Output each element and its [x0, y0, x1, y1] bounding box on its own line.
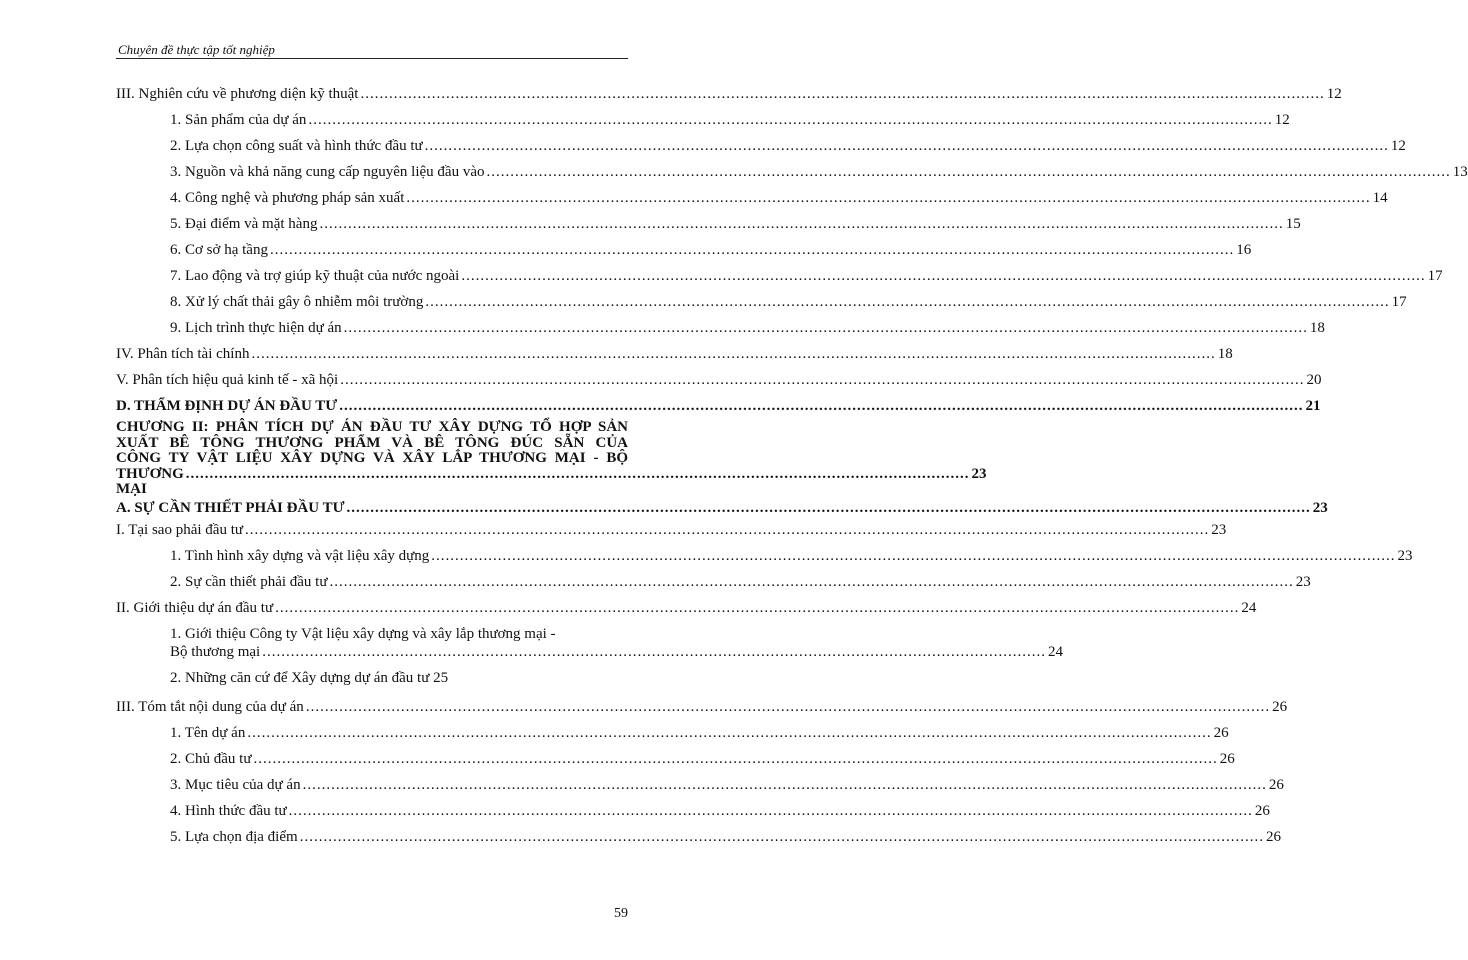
- toc-label: Bộ thương mại: [170, 644, 261, 660]
- toc-label: 9. Lịch trình thực hiện dự án: [170, 320, 342, 336]
- toc-label: 2. Chủ đầu tư: [170, 751, 252, 767]
- toc-label: 6. Cơ sở hạ tầng: [170, 242, 268, 258]
- dot-leader: [300, 828, 1264, 846]
- toc-page: 17: [1391, 294, 1407, 310]
- toc-label: 4. Hình thức đầu tư: [170, 803, 287, 819]
- toc-entry[interactable]: [170, 573, 1311, 591]
- toc-entry[interactable]: [170, 267, 1443, 285]
- toc-label: I. Tại sao phải đầu tư: [116, 522, 243, 538]
- dot-leader: [270, 241, 1234, 259]
- dot-leader: [247, 724, 1211, 742]
- toc-entry[interactable]: [170, 163, 1468, 181]
- dot-leader: [308, 111, 1272, 129]
- toc-label: 1. Tên dự án: [170, 725, 246, 741]
- chapter-line: CÔNG TY VẬT LIỆU XÂY DỰNG VÀ XÂY LẮP THƯƠNG MẠI - BỘ: [116, 450, 628, 466]
- toc-page: 24: [1241, 600, 1257, 616]
- toc-page: 18: [1217, 346, 1233, 362]
- toc-entry[interactable]: [170, 802, 1270, 820]
- toc-entry[interactable]: [170, 750, 1235, 768]
- toc-entry[interactable]: [116, 371, 1322, 389]
- dot-leader: [306, 698, 1270, 716]
- toc-entry[interactable]: [170, 137, 1406, 155]
- toc-chapter-heading[interactable]: [116, 419, 987, 498]
- toc-label: 4. Công nghệ và phương pháp sản xuất: [170, 190, 405, 206]
- toc-label: IV. Phân tích tài chính: [116, 346, 250, 362]
- toc-page: 23: [1312, 500, 1328, 516]
- toc-entry[interactable]: [116, 698, 1288, 716]
- header-rule: [116, 58, 628, 59]
- toc-label: A. SỰ CẦN THIẾT PHẢI ĐẦU TƯ: [116, 500, 345, 516]
- toc-page: 26: [1219, 751, 1235, 767]
- dot-leader: [461, 267, 1425, 285]
- toc-label: 8. Xử lý chất thải gây ô nhiễm môi trường: [170, 294, 424, 310]
- toc-entry[interactable]: [170, 241, 1252, 259]
- dot-leader: [344, 319, 1308, 337]
- toc-page: 12: [1326, 86, 1342, 102]
- toc-entry[interactable]: [170, 625, 1063, 661]
- toc-entry[interactable]: [170, 724, 1229, 742]
- chapter-line: XUẤT BÊ TÔNG THƯƠNG PHẨM VÀ BÊ TÔNG ĐÚC SẴN CỦA: [116, 434, 628, 451]
- toc-entry[interactable]: [170, 776, 1284, 794]
- running-header: Chuyên đề thực tập tốt nghiệp: [118, 42, 275, 57]
- toc-entry[interactable]: [170, 189, 1388, 207]
- toc-entry[interactable]: [170, 319, 1325, 337]
- toc-label: D. THẨM ĐỊNH DỰ ÁN ĐẦU TƯ: [116, 398, 338, 414]
- toc-entry[interactable]: [170, 111, 1290, 129]
- dot-leader: [329, 573, 1293, 591]
- toc-label: III. Tóm tắt nội dung của dự án: [116, 699, 304, 715]
- toc-page: 21: [1305, 398, 1321, 414]
- dot-leader: [431, 547, 1395, 565]
- toc-label: 1. Sản phẩm của dự án: [170, 112, 307, 128]
- toc-label: II. Giới thiệu dự án đầu tư: [116, 600, 274, 616]
- toc-page: 14: [1372, 190, 1388, 206]
- toc-page: 23: [1295, 574, 1311, 590]
- toc-label: 7. Lao động và trợ giúp kỹ thuật của nước ngoài: [170, 268, 460, 284]
- toc-label: 2. Những căn cứ để Xây dựng dự án đầu tư 25: [170, 670, 449, 686]
- toc-label: 2. Lựa chọn công suất và hình thức đầu tư: [170, 138, 423, 154]
- dot-leader: [340, 371, 1304, 389]
- toc-label: V. Phân tích hiệu quả kinh tế - xã hội: [116, 372, 339, 388]
- toc-page: 26: [1265, 829, 1281, 845]
- toc-page: 26: [1213, 725, 1229, 741]
- toc-entry[interactable]: [170, 293, 1407, 311]
- dot-leader: .....................................................................................................................................................................: [185, 465, 970, 482]
- dot-leader: .....................................................................................................................................................................: [262, 644, 1046, 660]
- dot-leader: [425, 137, 1389, 155]
- dot-leader: [425, 293, 1389, 311]
- toc-page: 17: [1427, 268, 1443, 284]
- toc-entry[interactable]: [116, 599, 1257, 617]
- dot-leader: [487, 163, 1451, 181]
- toc-page: 26: [1272, 699, 1288, 715]
- toc-label: III. Nghiên cứu về phương diện kỹ thuật: [116, 86, 359, 102]
- dot-leader: [360, 85, 1324, 103]
- toc-page: 18: [1309, 320, 1325, 336]
- dot-leader: [275, 599, 1239, 617]
- toc-entry[interactable]: [170, 669, 448, 687]
- toc-page: 13: [1452, 164, 1468, 180]
- toc-entry[interactable]: [170, 828, 1281, 846]
- toc-label: 5. Lựa chọn địa điểm: [170, 829, 298, 845]
- toc-label: 1. Giới thiệu Công ty Vật liệu xây dựng và xây lắp thương mại -: [170, 626, 556, 642]
- toc-label: 2. Sự cần thiết phải đầu tư: [170, 574, 328, 590]
- page-number: 59: [614, 906, 628, 921]
- dot-leader: [347, 499, 1311, 517]
- toc-page: 15: [1285, 216, 1301, 232]
- toc-page: 16: [1236, 242, 1252, 258]
- toc-entry[interactable]: [116, 85, 1342, 103]
- toc-section-heading[interactable]: [116, 499, 1328, 517]
- toc-page: 23: [971, 465, 987, 482]
- toc-page: 24: [1047, 644, 1063, 660]
- toc-page: 12: [1274, 112, 1290, 128]
- dot-leader: [303, 776, 1267, 794]
- dot-leader: [319, 215, 1283, 233]
- toc-page: 20: [1306, 372, 1322, 388]
- toc-label: 5. Đại điểm và mặt hàng: [170, 216, 318, 232]
- toc-entry[interactable]: [170, 215, 1301, 233]
- dot-leader: [406, 189, 1370, 207]
- dot-leader: [289, 802, 1253, 820]
- toc-label: 1. Tình hình xây dựng và vật liệu xây dựng: [170, 548, 430, 564]
- dot-leader: [251, 345, 1215, 363]
- toc-label: 3. Mục tiêu của dự án: [170, 777, 301, 793]
- toc-entry[interactable]: [116, 521, 1227, 539]
- toc-entry[interactable]: [170, 547, 1413, 565]
- dot-leader: [253, 750, 1217, 768]
- toc-entry[interactable]: [116, 345, 1233, 363]
- toc-page: 23: [1211, 522, 1227, 538]
- chapter-line: THƯƠNG MẠI: [116, 465, 184, 497]
- toc-page: 12: [1390, 138, 1406, 154]
- toc-page: 26: [1268, 777, 1284, 793]
- dot-leader: [339, 397, 1303, 415]
- toc-section-heading[interactable]: [116, 397, 1321, 415]
- toc-label: 3. Nguồn và khả năng cung cấp nguyên liệu đầu vào: [170, 164, 485, 180]
- chapter-line: CHƯƠNG II: PHÂN TÍCH DỰ ÁN ĐẦU TƯ XÂY DỰNG TỔ HỢP SẢN: [116, 419, 628, 435]
- toc-page: 23: [1397, 548, 1413, 564]
- dot-leader: [245, 521, 1209, 539]
- toc-page: 26: [1254, 803, 1270, 819]
